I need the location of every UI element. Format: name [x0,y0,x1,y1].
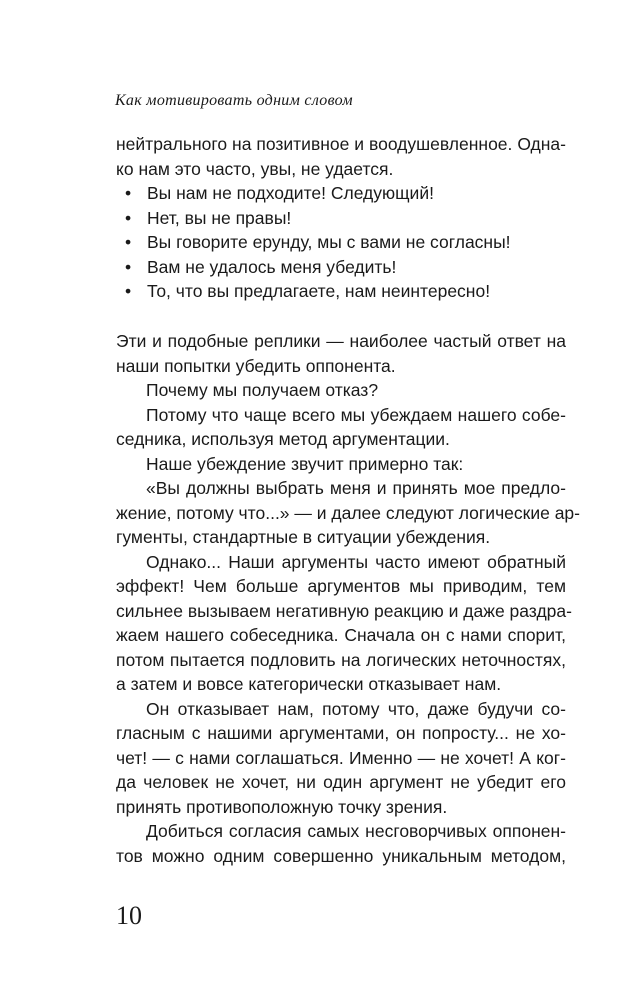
text-line: седника, используя метод аргументации. [116,429,450,449]
bullet-item [116,279,566,304]
text-line: жаем нашего собеседника. Сначала он с нами спорит, [116,625,566,645]
running-head: Как мотивировать одним словом [115,92,353,109]
bullet-item [116,255,566,280]
text-line: жение, потому что...» — и далее следуют логические ар- [116,502,580,523]
intro-paragraph [116,132,566,304]
text-line: «Вы должны выбрать меня и принять мое предло- [146,478,566,498]
bullet-list [116,181,566,304]
text-line: потом пытается подловить на логических неточностях, [116,649,566,670]
text-line: Он отказывает нам, потому что, даже будучи со- [146,698,566,719]
text-line: гументы, стандартные в ситуации убеждения. [116,527,491,547]
text-line: чет! — с нами соглашаться. Именно — не хочет! А ког- [116,747,566,768]
text-line: гласным с нашими аргументами, он попросту... не хо- [116,723,566,743]
bullet-icon: • [125,256,132,277]
text-line: нейтрального на позитивное и воодушевленное. Одна- [116,134,566,154]
page-number: 10 [116,901,142,930]
text-line: Потому что чаще всего мы убеждаем нашего собе- [146,404,566,425]
bullet-item [116,206,566,231]
bullet-text: Нет, вы не правы! [147,207,292,228]
bullet-text: Вы говорите ерунду, мы с вами не согласны! [147,232,511,252]
text-line: принять противоположную точку зрения. [116,796,448,817]
text-line: Добиться согласия самых несговорчивых оппонен- [146,821,566,841]
text-line: Почему мы получаем отказ? [146,380,379,400]
text-line: тов можно одним совершенно уникальным методом, [116,845,566,866]
bullet-text: Вам не удалось меня убедить! [147,256,397,277]
bullet-item [116,230,566,255]
bullet-icon: • [125,232,132,252]
bullet-icon: • [125,183,132,203]
bullet-text: Вы нам не подходите! Следующий! [147,183,434,203]
text-line: Однако... Наши аргументы часто имеют обратный [146,551,566,572]
text-line: ко нам это часто, увы, не удается. [116,158,394,179]
text-line: Наше убеждение звучит примерно так: [146,453,464,474]
bullet-icon: • [125,281,132,301]
text-line: Эти и подобные реплики — наиболее частый ответ на [116,331,566,351]
text-line: эффект! Чем больше аргументов мы приводим, тем [116,576,566,596]
text-line: сильнее вызываем негативную реакцию и даже раздра- [116,600,572,621]
bullet-text: То, что вы предлагаете, нам неинтересно! [147,281,491,301]
body-text [116,329,580,868]
text-line: да человек не хочет, ни один аргумент не убедит его [116,772,566,792]
text-line: наши попытки убедить оппонента. [116,355,396,376]
bullet-item [116,181,566,206]
text-line: а затем и вовсе категорически отказывает нам. [116,674,502,694]
bullet-icon: • [125,207,132,228]
